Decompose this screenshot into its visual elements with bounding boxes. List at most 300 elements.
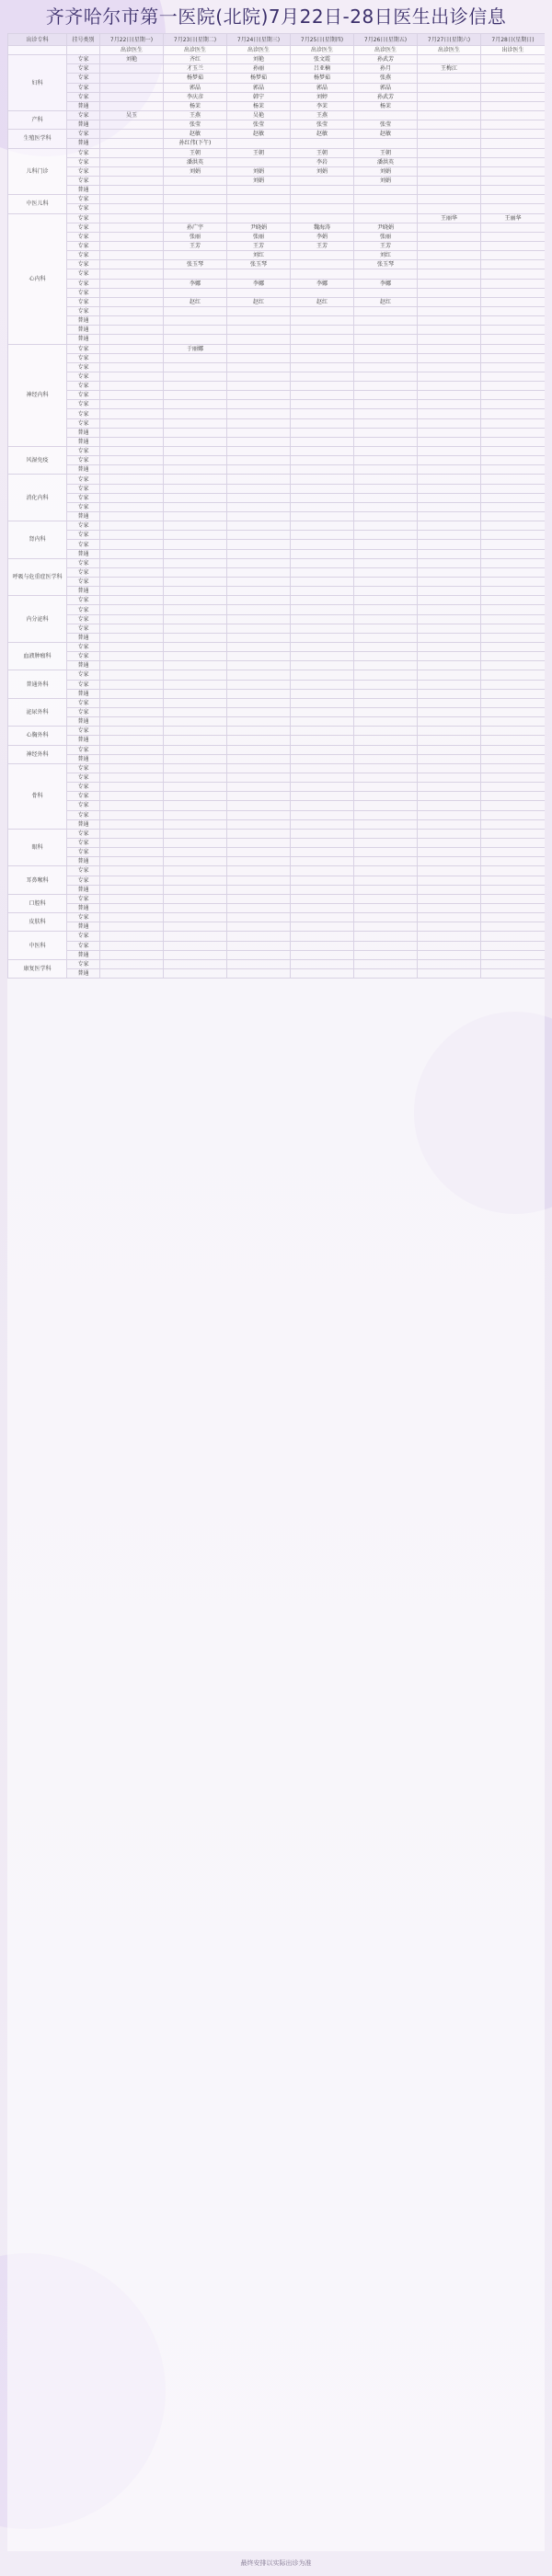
doctor-cell <box>164 680 227 689</box>
doctor-cell <box>100 204 164 213</box>
doctor-cell <box>100 148 164 157</box>
department-cell: 神经外科 <box>8 745 67 763</box>
registration-type-cell: 普通 <box>67 428 100 437</box>
doctor-cell <box>227 306 291 315</box>
doctor-cell <box>354 493 418 502</box>
doctor-cell <box>418 195 481 204</box>
doctor-cell <box>164 186 227 195</box>
doctor-cell: 李茉 <box>291 101 354 110</box>
registration-type-cell: 普通 <box>67 120 100 130</box>
doctor-cell <box>291 372 354 381</box>
doctor-cell <box>291 727 354 736</box>
registration-type-cell: 专家 <box>67 643 100 652</box>
doctor-cell <box>418 92 481 101</box>
doctor-cell: 吕亚楠 <box>291 64 354 74</box>
doctor-cell <box>418 447 481 456</box>
doctor-cell <box>100 578 164 587</box>
doctor-cell <box>481 903 546 912</box>
doctor-cell: 孙月 <box>354 64 418 74</box>
doctor-cell <box>481 819 546 829</box>
doctor-cell <box>481 587 546 596</box>
doctor-cell <box>100 251 164 260</box>
registration-type-cell: 专家 <box>67 204 100 213</box>
doctor-cell <box>481 101 546 110</box>
doctor-cell <box>164 624 227 633</box>
registration-type-cell: 专家 <box>67 959 100 968</box>
doctor-cell: 王朝 <box>164 148 227 157</box>
doctor-cell <box>418 736 481 745</box>
table-row <box>8 213 546 223</box>
doctor-cell <box>354 745 418 754</box>
doctor-cell: 张玉琴 <box>164 260 227 269</box>
registration-type-cell: 专家 <box>67 306 100 315</box>
doctor-cell <box>100 223 164 232</box>
registration-type-cell: 专家 <box>67 260 100 269</box>
registration-type-cell: 普通 <box>67 950 100 959</box>
doctor-cell <box>354 783 418 792</box>
doctor-cell <box>100 745 164 754</box>
doctor-cell <box>418 316 481 326</box>
table-row <box>8 447 546 456</box>
doctor-cell <box>418 531 481 540</box>
table-row <box>8 866 546 876</box>
doctor-cell <box>418 372 481 381</box>
doctor-cell <box>164 251 227 260</box>
doctor-cell <box>418 680 481 689</box>
doctor-cell <box>354 763 418 773</box>
doctor-cell: 孙武芳 <box>354 92 418 101</box>
doctor-cell <box>418 801 481 810</box>
registration-type-cell: 专家 <box>67 838 100 847</box>
doctor-cell <box>227 344 291 353</box>
doctor-cell <box>418 903 481 912</box>
registration-type-cell: 专家 <box>67 773 100 782</box>
registration-type-cell: 普通 <box>67 633 100 642</box>
table-row <box>8 157 546 166</box>
doctor-cell <box>291 409 354 418</box>
doctor-cell <box>481 139 546 148</box>
doctor-cell <box>481 326 546 335</box>
doctor-cell <box>164 316 227 326</box>
table-row <box>8 578 546 587</box>
doctor-cell <box>164 707 227 716</box>
doctor-cell <box>418 763 481 773</box>
doctor-cell <box>481 297 546 306</box>
table-row <box>8 968 546 978</box>
doctor-cell <box>164 894 227 903</box>
doctor-cell <box>354 353 418 362</box>
doctor-cell <box>418 204 481 213</box>
doctor-cell <box>164 903 227 912</box>
doctor-cell <box>227 763 291 773</box>
doctor-cell <box>481 232 546 241</box>
department-cell: 皮肤科 <box>8 913 67 932</box>
doctor-cell <box>291 941 354 950</box>
registration-type-cell: 专家 <box>67 540 100 549</box>
registration-type-cell: 专家 <box>67 493 100 502</box>
doctor-cell: 李娜 <box>227 279 291 288</box>
column-header: 7月22日(星期一) <box>100 34 164 46</box>
doctor-cell <box>418 968 481 978</box>
schedule-table-container <box>7 33 545 2551</box>
doctor-cell: 刘婷 <box>291 92 354 101</box>
doctor-cell <box>227 549 291 558</box>
doctor-cell <box>354 698 418 707</box>
doctor-cell <box>100 763 164 773</box>
doctor-cell <box>100 857 164 866</box>
doctor-cell <box>227 316 291 326</box>
doctor-cell <box>100 717 164 727</box>
department-cell: 眼科 <box>8 829 67 866</box>
doctor-cell <box>418 260 481 269</box>
doctor-cell <box>418 932 481 941</box>
registration-type-cell: 专家 <box>67 866 100 876</box>
registration-type-cell: 专家 <box>67 251 100 260</box>
table-row <box>8 83 546 92</box>
doctor-cell <box>227 866 291 876</box>
doctor-cell <box>164 558 227 567</box>
doctor-cell <box>291 558 354 567</box>
doctor-cell <box>100 670 164 680</box>
doctor-cell <box>418 689 481 698</box>
doctor-cell <box>100 876 164 885</box>
table-row <box>8 139 546 148</box>
registration-type-cell: 专家 <box>67 344 100 353</box>
doctor-cell <box>418 614 481 624</box>
doctor-cell <box>100 306 164 315</box>
registration-type-cell: 专家 <box>67 829 100 838</box>
doctor-cell <box>418 950 481 959</box>
table-row <box>8 773 546 782</box>
doctor-cell <box>418 605 481 614</box>
doctor-cell <box>481 922 546 932</box>
doctor-cell: 尹晓娟 <box>354 223 418 232</box>
doctor-cell <box>354 876 418 885</box>
doctor-cell <box>164 418 227 428</box>
table-row <box>8 652 546 661</box>
table-row <box>8 382 546 391</box>
doctor-cell <box>164 456 227 465</box>
doctor-cell <box>100 941 164 950</box>
doctor-cell <box>164 437 227 446</box>
doctor-cell <box>227 578 291 587</box>
table-row <box>8 353 546 362</box>
doctor-cell <box>291 661 354 670</box>
doctor-cell <box>418 549 481 558</box>
doctor-cell <box>481 120 546 130</box>
doctor-cell <box>418 279 481 288</box>
doctor-cell <box>100 493 164 502</box>
doctor-cell <box>418 707 481 716</box>
doctor-cell <box>354 614 418 624</box>
registration-type-cell: 专家 <box>67 110 100 120</box>
registration-type-cell: 专家 <box>67 567 100 577</box>
doctor-cell <box>100 475 164 484</box>
table-row <box>8 745 546 754</box>
department-cell: 产科 <box>8 110 67 129</box>
doctor-cell <box>100 139 164 148</box>
registration-type-cell: 普通 <box>67 335 100 344</box>
doctor-cell <box>418 409 481 418</box>
column-header: 7月24日(星期三) <box>227 34 291 46</box>
table-row <box>8 279 546 288</box>
doctor-cell <box>164 717 227 727</box>
doctor-cell <box>227 968 291 978</box>
doctor-cell <box>481 558 546 567</box>
doctor-cell: 才玉兰 <box>164 64 227 74</box>
doctor-cell: 王朝 <box>354 148 418 157</box>
doctor-cell <box>100 74 164 83</box>
doctor-cell <box>100 166 164 176</box>
doctor-cell <box>481 260 546 269</box>
table-row <box>8 465 546 475</box>
doctor-cell <box>291 596 354 605</box>
doctor-cell <box>164 502 227 511</box>
doctor-cell <box>227 502 291 511</box>
doctor-cell <box>418 587 481 596</box>
table-row <box>8 391 546 400</box>
doctor-cell <box>164 549 227 558</box>
doctor-cell <box>227 643 291 652</box>
table-row <box>8 661 546 670</box>
doctor-cell <box>418 745 481 754</box>
doctor-cell <box>100 661 164 670</box>
doctor-cell <box>481 391 546 400</box>
table-row <box>8 885 546 894</box>
table-row <box>8 484 546 493</box>
doctor-cell <box>291 652 354 661</box>
doctor-cell <box>100 783 164 792</box>
registration-type-cell: 专家 <box>67 484 100 493</box>
doctor-cell <box>354 437 418 446</box>
doctor-cell: 孙广宇 <box>164 223 227 232</box>
doctor-cell: 张丽 <box>164 232 227 241</box>
table-row <box>8 549 546 558</box>
department-cell: 泌尿外科 <box>8 698 67 726</box>
doctor-cell <box>100 409 164 418</box>
doctor-cell <box>481 932 546 941</box>
doctor-cell <box>354 475 418 484</box>
doctor-cell <box>354 306 418 315</box>
doctor-cell <box>227 670 291 680</box>
doctor-cell <box>291 783 354 792</box>
doctor-cell <box>354 540 418 549</box>
doctor-cell <box>100 195 164 204</box>
doctor-cell <box>164 362 227 372</box>
doctor-cell <box>291 213 354 223</box>
doctor-cell <box>100 707 164 716</box>
doctor-cell <box>481 372 546 381</box>
doctor-cell: 刘娟 <box>227 166 291 176</box>
doctor-cell <box>291 195 354 204</box>
doctor-cell <box>100 680 164 689</box>
registration-type-cell: 专家 <box>67 680 100 689</box>
doctor-cell <box>354 754 418 763</box>
doctor-cell <box>418 922 481 932</box>
table-row <box>8 754 546 763</box>
table-row <box>8 763 546 773</box>
doctor-cell: 刘艳 <box>227 55 291 64</box>
doctor-cell <box>291 894 354 903</box>
doctor-cell <box>291 251 354 260</box>
registration-type-cell: 专家 <box>67 232 100 241</box>
department-cell: 骨科 <box>8 763 67 829</box>
doctor-cell <box>227 326 291 335</box>
doctor-cell: 刘艳 <box>100 55 164 64</box>
footer-note: 最终安排以实际出诊为准 <box>240 2559 312 2567</box>
table-row <box>8 512 546 521</box>
doctor-cell <box>481 130 546 139</box>
doctor-cell <box>227 362 291 372</box>
doctor-cell <box>418 717 481 727</box>
doctor-cell <box>164 269 227 279</box>
doctor-cell <box>100 614 164 624</box>
registration-type-cell: 专家 <box>67 913 100 922</box>
doctor-cell <box>418 493 481 502</box>
doctor-cell <box>354 447 418 456</box>
registration-type-cell: 普通 <box>67 968 100 978</box>
doctor-cell <box>291 932 354 941</box>
registration-type-cell: 专家 <box>67 92 100 101</box>
doctor-cell: 刘娟 <box>291 166 354 176</box>
doctor-cell <box>354 801 418 810</box>
table-row <box>8 55 546 64</box>
doctor-cell <box>481 950 546 959</box>
registration-type-cell: 普通 <box>67 885 100 894</box>
doctor-cell <box>418 652 481 661</box>
doctor-cell: 张丽 <box>227 232 291 241</box>
doctor-cell <box>418 241 481 250</box>
doctor-cell <box>100 531 164 540</box>
doctor-cell <box>481 344 546 353</box>
doctor-cell <box>354 428 418 437</box>
registration-type-cell: 专家 <box>67 409 100 418</box>
registration-type-cell: 普通 <box>67 754 100 763</box>
doctor-cell <box>481 64 546 74</box>
doctor-cell <box>100 418 164 428</box>
doctor-cell <box>354 372 418 381</box>
doctor-cell <box>354 950 418 959</box>
table-row <box>8 372 546 381</box>
doctor-cell <box>100 968 164 978</box>
doctor-cell <box>291 567 354 577</box>
schedule-table <box>7 33 545 979</box>
registration-type-cell: 专家 <box>67 176 100 185</box>
doctor-cell <box>291 792 354 801</box>
doctor-cell <box>227 484 291 493</box>
registration-type-cell: 专家 <box>67 558 100 567</box>
doctor-cell <box>354 866 418 876</box>
table-row <box>8 810 546 819</box>
doctor-cell <box>100 353 164 362</box>
doctor-cell: 赵敏 <box>354 130 418 139</box>
registration-type-cell: 专家 <box>67 707 100 716</box>
doctor-cell <box>354 139 418 148</box>
doctor-cell <box>100 754 164 763</box>
doctor-cell <box>164 204 227 213</box>
doctor-cell <box>354 922 418 932</box>
doctor-cell <box>100 866 164 876</box>
department-cell: 口腔科 <box>8 894 67 912</box>
table-row <box>8 120 546 130</box>
registration-type-cell: 专家 <box>67 876 100 885</box>
doctor-cell: 赵红 <box>227 297 291 306</box>
doctor-cell <box>481 512 546 521</box>
doctor-cell <box>418 810 481 819</box>
doctor-cell <box>100 913 164 922</box>
doctor-cell <box>100 558 164 567</box>
doctor-cell <box>418 400 481 409</box>
subheader-cell: 出诊医生 <box>291 46 354 55</box>
table-row <box>8 558 546 567</box>
table-row <box>8 456 546 465</box>
registration-type-cell: 普通 <box>67 819 100 829</box>
doctor-cell <box>291 633 354 642</box>
doctor-cell <box>291 204 354 213</box>
registration-type-cell: 专家 <box>67 64 100 74</box>
doctor-cell <box>164 596 227 605</box>
department-cell: 儿科门诊 <box>8 148 67 195</box>
doctor-cell: 刘红 <box>354 251 418 260</box>
doctor-cell <box>481 110 546 120</box>
doctor-cell <box>164 475 227 484</box>
department-cell: 肾内科 <box>8 521 67 559</box>
doctor-cell <box>227 959 291 968</box>
doctor-cell <box>227 418 291 428</box>
doctor-cell <box>227 540 291 549</box>
doctor-cell <box>354 288 418 297</box>
doctor-cell <box>100 120 164 130</box>
doctor-cell <box>164 848 227 857</box>
doctor-cell <box>481 502 546 511</box>
doctor-cell <box>418 558 481 567</box>
doctor-cell <box>481 876 546 885</box>
table-row <box>8 475 546 484</box>
doctor-cell <box>164 922 227 932</box>
department-cell: 耳鼻喉科 <box>8 866 67 894</box>
doctor-cell <box>481 727 546 736</box>
subheader-cell: 出诊医生 <box>100 46 164 55</box>
doctor-cell <box>100 819 164 829</box>
doctor-cell: 刘娟 <box>227 176 291 185</box>
doctor-cell <box>100 335 164 344</box>
table-row <box>8 344 546 353</box>
doctor-cell <box>354 344 418 353</box>
department-cell: 心内科 <box>8 213 67 344</box>
doctor-cell <box>418 428 481 437</box>
department-cell: 风湿免疫 <box>8 447 67 475</box>
doctor-cell <box>164 176 227 185</box>
doctor-cell <box>481 409 546 418</box>
doctor-cell <box>291 819 354 829</box>
doctor-cell <box>227 353 291 362</box>
doctor-cell <box>481 605 546 614</box>
doctor-cell <box>164 391 227 400</box>
doctor-cell <box>164 941 227 950</box>
doctor-cell <box>291 176 354 185</box>
doctor-cell <box>418 661 481 670</box>
doctor-cell <box>418 857 481 866</box>
doctor-cell <box>164 950 227 959</box>
department-cell: 妇科 <box>8 55 67 111</box>
doctor-cell <box>100 213 164 223</box>
doctor-cell <box>227 139 291 148</box>
doctor-cell: 赵敏 <box>291 130 354 139</box>
doctor-cell <box>291 707 354 716</box>
registration-type-cell: 普通 <box>67 465 100 475</box>
doctor-cell <box>227 437 291 446</box>
registration-type-cell: 专家 <box>67 166 100 176</box>
